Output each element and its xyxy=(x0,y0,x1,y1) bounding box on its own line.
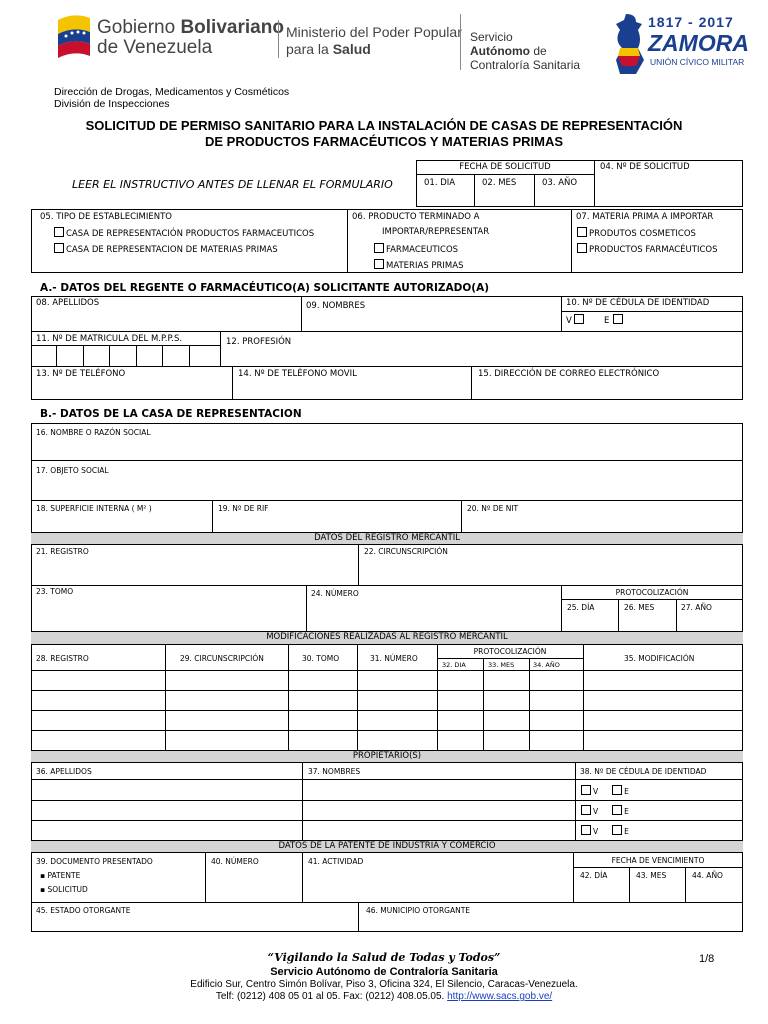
f15-label: 15. DIRECCIÓN DE CORREO ELECTRÓNICO xyxy=(478,369,660,379)
f29-label: 29. CIRCUNSCRIPCIÓN xyxy=(180,654,264,663)
gov-line2: de Venezuela xyxy=(97,37,213,58)
anio-label: 03. AÑO xyxy=(542,178,578,188)
f27-label: 27. AÑO xyxy=(681,603,712,612)
f32-label: 32. DIA xyxy=(442,661,466,669)
mes-label: 02. MES xyxy=(482,178,517,188)
f35-label: 35. MODIFICACIÓN xyxy=(624,654,695,663)
f33-label: 33. MES xyxy=(488,661,515,669)
f39-option-solicitud[interactable]: ▪ SOLICITUD xyxy=(40,885,88,894)
protocolizacion-label: PROTOCOLIZACIÓN xyxy=(615,588,689,597)
cedula-e[interactable]: E xyxy=(604,314,625,326)
f23-label: 23. TOMO xyxy=(36,587,74,596)
service-line3: Contraloría Sanitaria xyxy=(470,58,581,72)
f06-label-2: IMPORTAR/REPRESENTAR xyxy=(382,227,490,237)
f06-option-2[interactable]: MATERIAS PRIMAS xyxy=(374,259,463,271)
f22-label: 22. CIRCUNSCRIPCIÓN xyxy=(364,547,448,556)
instruction: LEER EL INSTRUCTIVO ANTES DE LLENAR EL FORMULARIO xyxy=(72,178,393,191)
f34-label: 34. AÑO xyxy=(533,661,560,669)
f12-label: 12. PROFESIÓN xyxy=(226,337,292,347)
header-divider xyxy=(278,20,279,58)
dept-line1: Dirección de Drogas, Medicamentos y Cosméticos xyxy=(54,86,290,98)
dia-label: 01. DIA xyxy=(424,178,456,188)
f07-label: 07. MATERIA PRIMA A IMPORTAR xyxy=(576,212,714,222)
f24-label: 24. NÚMERO xyxy=(311,589,359,598)
num-solicitud-input[interactable] xyxy=(598,176,738,204)
f11-label: 11. Nº DE MATRICULA DEL M.P.P.S. xyxy=(36,334,183,344)
f28-label: 28. REGISTRO xyxy=(36,654,89,663)
f07-option-1[interactable]: PRODUTOS COSMETICOS xyxy=(577,227,696,239)
owner2-cedula[interactable]: V E xyxy=(581,805,629,816)
f25-label: 25. DÍA xyxy=(567,603,595,612)
header-divider-2 xyxy=(460,14,461,70)
section-a-title: A.- DATOS DEL REGENTE O FARMACÉUTICO(A) SOLICITANTE AUTORIZADO(A) xyxy=(40,282,490,294)
f06-option-1[interactable]: FARMACEUTICOS xyxy=(374,243,458,255)
bolivar-silhouette-logo xyxy=(612,12,646,76)
f42-label: 42. DÍA xyxy=(580,871,608,880)
f26-label: 26. MES xyxy=(624,603,655,612)
mes-input[interactable] xyxy=(478,192,530,204)
f39-option-patente[interactable]: ▪ PATENTE xyxy=(40,871,81,880)
f37-label: 37. NOMBRES xyxy=(308,767,361,776)
f13-label: 13. Nº DE TELÉFONO xyxy=(36,369,126,379)
checkbox[interactable] xyxy=(577,227,587,237)
venezuela-flag-logo xyxy=(56,12,92,60)
f05-label: 05. TIPO DE ESTABLECIMIENTO xyxy=(40,212,172,222)
checkbox[interactable] xyxy=(577,243,587,253)
checkbox[interactable] xyxy=(54,227,64,237)
f17-label: 17. OBJETO SOCIAL xyxy=(36,466,109,475)
fecha-solicitud-label: FECHA DE SOLICITUD xyxy=(459,162,551,172)
f44-label: 44. AÑO xyxy=(692,871,723,880)
f19-label: 19. Nº DE RIF xyxy=(218,504,269,513)
checkbox[interactable] xyxy=(54,243,64,253)
patente-band: DATOS DE LA PATENTE DE INDUSTRIA Y COMERCIO xyxy=(31,840,743,853)
dept-line2: División de Inspecciones xyxy=(54,98,170,110)
f39-label: 39. DOCUMENTO PRESENTADO xyxy=(36,857,153,866)
num-solicitud-label: 04. Nº DE SOLICITUD xyxy=(600,162,690,172)
footer-motto: “Vigilando la Salud de Todas y Todos” xyxy=(267,951,501,964)
f08-label: 08. APELLIDOS xyxy=(36,298,100,308)
f09-label: 09. NOMBRES xyxy=(306,301,366,311)
mod-protocolizacion-label: PROTOCOLIZACIÓN xyxy=(473,647,547,656)
f16-label: 16. NOMBRE O RAZÓN SOCIAL xyxy=(36,428,151,437)
modificaciones-band: MODIFICACIONES REALIZADAS AL REGISTRO MERCANTIL xyxy=(31,631,743,645)
f06-label-1: 06. PRODUCTO TERMINADO A xyxy=(352,212,480,222)
anio-input[interactable] xyxy=(538,192,590,204)
f05-option-2[interactable]: CASA DE REPRESENTACION DE MATERIAS PRIMAS xyxy=(54,243,278,255)
footer-url-link[interactable]: http://www.sacs.gob.ve/ xyxy=(447,991,553,1002)
f43-label: 43. MES xyxy=(636,871,667,880)
f45-label: 45. ESTADO OTORGANTE xyxy=(36,906,131,915)
f21-label: 21. REGISTRO xyxy=(36,547,89,556)
checkbox[interactable] xyxy=(374,243,384,253)
checkbox[interactable] xyxy=(374,259,384,269)
section-b-title: B.- DATOS DE LA CASA DE REPRESENTACION xyxy=(40,408,302,420)
owner1-cedula[interactable]: V E xyxy=(581,785,629,796)
f41-label: 41. ACTIVIDAD xyxy=(308,857,364,866)
footer-address: Edificio Sur, Centro Simón Bolívar, Piso 3, Oficina 324, El Silencio, Caracas-Venezuela. xyxy=(190,979,578,990)
f46-label: 46. MUNICIPIO OTORGANTE xyxy=(366,906,471,915)
service-line2: Autónomo de xyxy=(470,44,547,58)
ministry-line2: para la Salud xyxy=(286,41,371,57)
f30-label: 30. TOMO xyxy=(302,654,340,663)
f14-label: 14. Nº DE TELÉFONO MOVIL xyxy=(238,369,357,379)
form-title-line1: SOLICITUD DE PERMISO SANITARIO PARA LA INSTALACIÓN DE CASAS DE REPRESENTACIÓN xyxy=(85,118,683,133)
zamora-name: ZAMORA xyxy=(648,30,749,56)
dia-input[interactable] xyxy=(420,192,470,204)
form-title-line2: DE PRODUCTOS FARMACÉUTICOS Y MATERIAS PRIMAS xyxy=(204,134,563,149)
f20-label: 20. Nº DE NIT xyxy=(467,504,519,513)
f36-label: 36. APELLIDOS xyxy=(36,767,92,776)
footer-org: Servicio Autónomo de Contraloría Sanitaria xyxy=(270,966,498,978)
f05-option-1[interactable]: CASA DE REPRESENTACIÓN PRODUCTOS FARMACEUTICOS xyxy=(54,227,314,239)
owner3-cedula[interactable]: V E xyxy=(581,825,629,836)
zamora-years: 1817 - 2017 xyxy=(648,14,734,30)
service-line1: Servicio xyxy=(470,30,513,44)
gov-line1: Gobierno Bolivariano xyxy=(97,17,284,38)
f40-label: 40. NÚMERO xyxy=(211,857,259,866)
f07-option-2[interactable]: PRODUCTOS FARMACÉUTICOS xyxy=(577,243,717,255)
f31-label: 31. NÚMERO xyxy=(370,654,418,663)
f10-label: 10. Nº DE CÉDULA DE IDENTIDAD xyxy=(566,298,710,308)
registro-band: DATOS DEL REGISTRO MERCANTIL xyxy=(31,532,743,545)
f38-label: 38. Nº DE CÉDULA DE IDENTIDAD xyxy=(580,767,707,776)
page-number: 1/8 xyxy=(699,953,715,965)
fecha-vencimiento-label: FECHA DE VENCIMIENTO xyxy=(611,856,705,865)
cedula-v[interactable]: V xyxy=(566,314,586,326)
propietarios-band: PROPIETARIO(S) xyxy=(31,750,743,763)
ministry-line1: Ministerio del Poder Popular xyxy=(286,24,462,40)
footer-contact: Telf: (0212) 408 05 01 al 05. Fax: (0212) 408.05.05. http://www.sacs.gob.ve/ xyxy=(215,991,553,1002)
zamora-sub: UNIÓN CÍVICO MILITAR xyxy=(650,57,745,67)
f18-label: 18. SUPERFICIE INTERNA ( M² ) xyxy=(36,504,152,513)
